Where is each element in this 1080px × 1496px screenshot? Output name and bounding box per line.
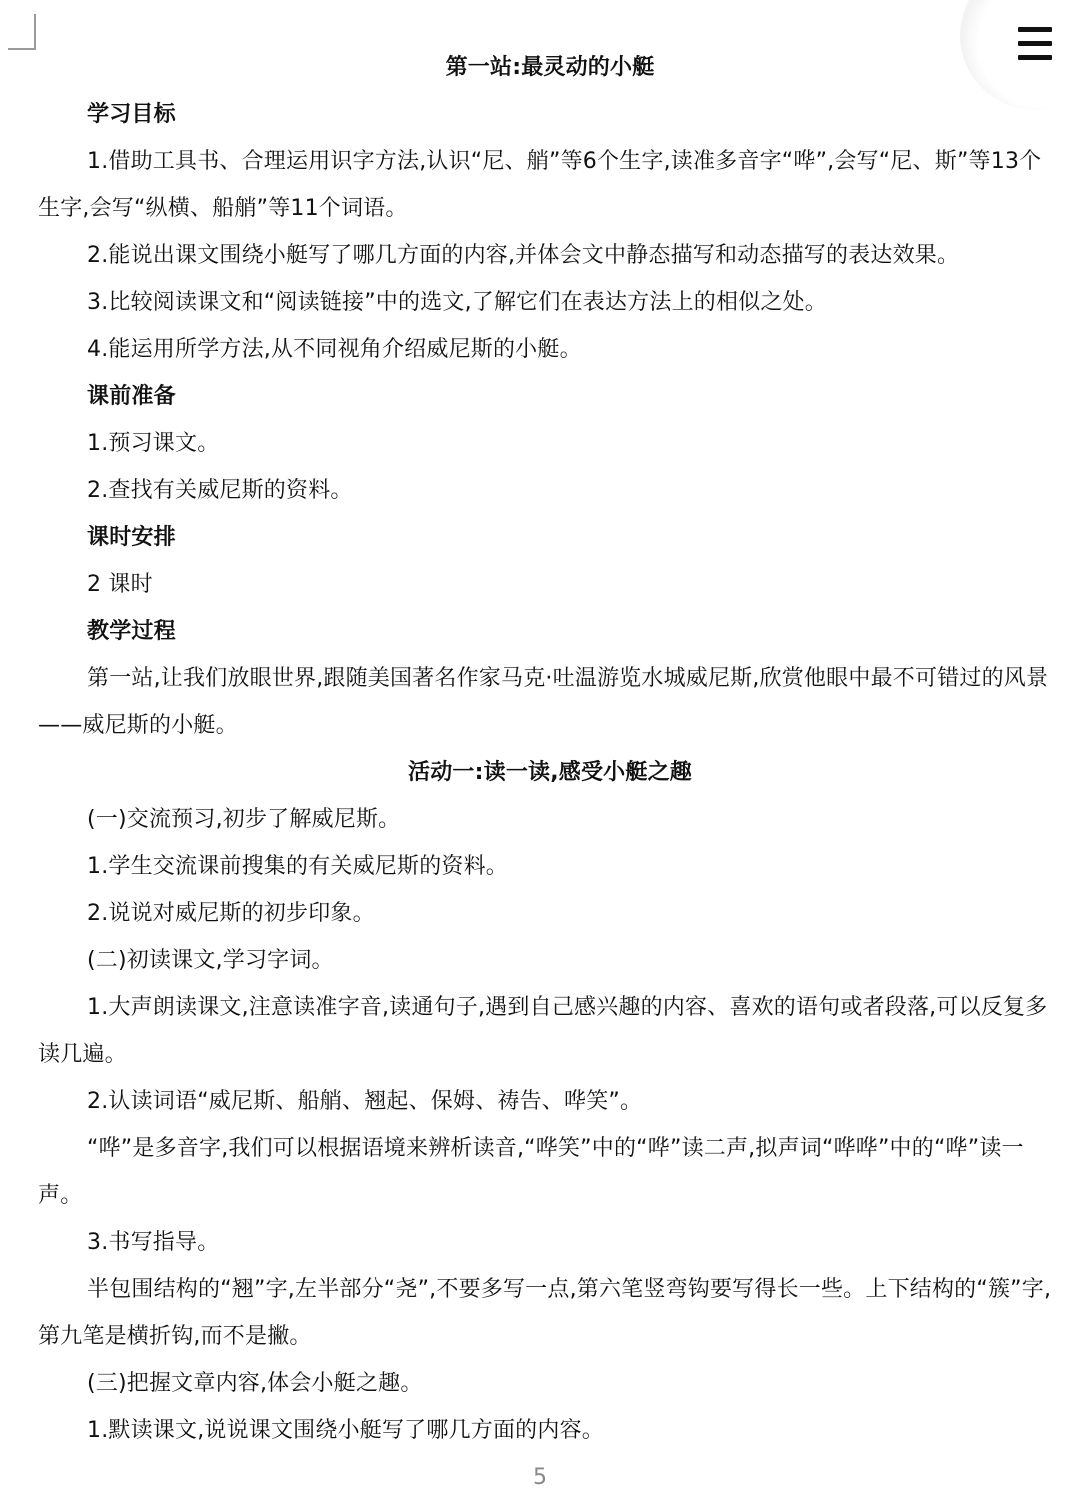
activity-paragraph: (三)把握文章内容,体会小艇之趣。	[87, 1371, 423, 1396]
page-title: 第一站:最灵动的小艇	[445, 55, 655, 80]
goal-item: 1.借助工具书、合理运用识字方法,认识“尼、艄”等6个生字,读准多音字“哗”,会写“尼、斯”等13个生字,会写“纵横、船艄”等11个词语。	[38, 149, 1042, 221]
section-heading-goals: 学习目标	[87, 102, 176, 127]
menu-line	[1018, 27, 1052, 32]
activity-title: 活动一:读一读,感受小艇之趣	[408, 760, 692, 785]
activity-paragraph: 1.大声朗读课文,注意读准字音,读通句子,遇到自己感兴趣的内容、喜欢的语句或者段落,可以反复多读几遍。	[38, 995, 1048, 1067]
activity-paragraph: 2.认读词语“威尼斯、船艄、翘起、保姆、祷告、哗笑”。	[87, 1089, 643, 1114]
activity-paragraph: (二)初读课文,学习字词。	[87, 948, 334, 973]
section-heading-prep: 课前准备	[87, 384, 176, 409]
section-heading-process: 教学过程	[87, 619, 176, 644]
goal-item: 2.能说出课文围绕小艇写了哪几方面的内容,并体会文中静态描写和动态描写的表达效果。	[87, 243, 960, 268]
schedule-text: 2 课时	[87, 572, 153, 597]
activity-paragraph: 1.默读课文,说说课文围绕小艇写了哪几方面的内容。	[87, 1418, 604, 1443]
prep-item: 1.预习课文。	[87, 431, 220, 456]
section-heading-schedule: 课时安排	[87, 525, 176, 550]
activity-paragraph: 半包围结构的“翘”字,左半部分“尧”,不要多写一点,第六笔竖弯钩要写得长一些。上下结构的“簇”字,第九笔是横折钩,而不是撇。	[38, 1277, 1052, 1349]
goal-item: 3.比较阅读课文和“阅读链接”中的选文,了解它们在表达方法上的相似之处。	[87, 290, 827, 315]
activity-paragraph: 3.书写指导。	[87, 1230, 220, 1255]
activity-paragraph: 1.学生交流课前搜集的有关威尼斯的资料。	[87, 854, 508, 879]
activity-paragraph: (一)交流预习,初步了解威尼斯。	[87, 807, 401, 832]
prep-item: 2.查找有关威尼斯的资料。	[87, 478, 353, 503]
activity-paragraph: 2.说说对威尼斯的初步印象。	[87, 901, 375, 926]
activity-paragraph: “哗”是多音字,我们可以根据语境来辨析读音,“哗笑”中的“哗”读二声,拟声词“哗哗”中的“哗”读一声。	[38, 1136, 1024, 1208]
page-corner-mark	[8, 14, 36, 50]
page-number: 5	[533, 1465, 547, 1490]
goal-item: 4.能运用所学方法,从不同视角介绍威尼斯的小艇。	[87, 337, 582, 362]
process-intro: 第一站,让我们放眼世界,跟随美国著名作家马克·吐温游览水城威尼斯,欣赏他眼中最不可错过的风景——威尼斯的小艇。	[38, 666, 1049, 738]
document-body	[38, 44, 1062, 1454]
